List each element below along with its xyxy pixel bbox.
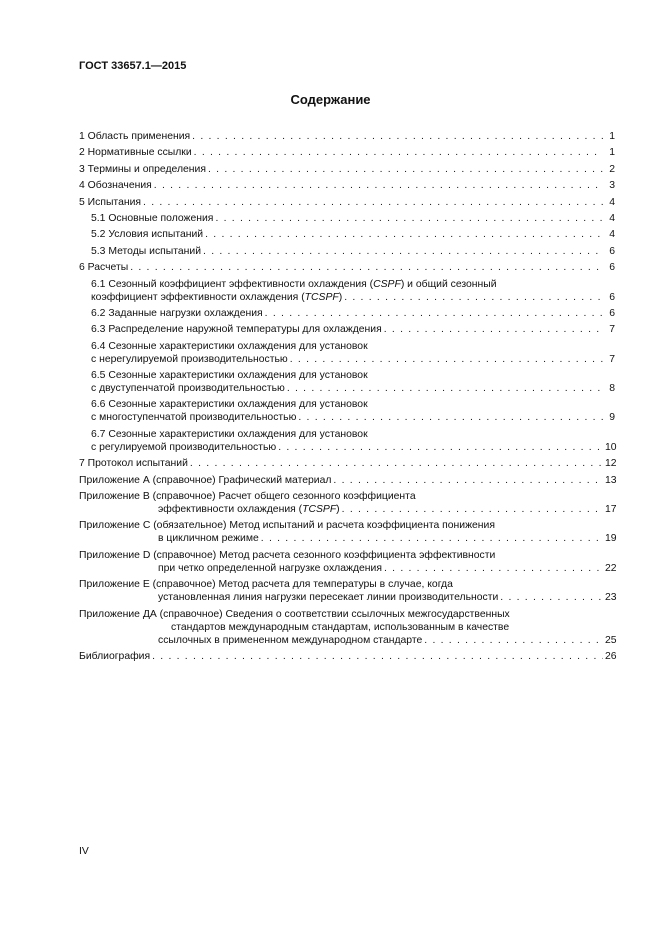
- toc-entry-1[interactable]: 1 Область применения . . . 1: [79, 130, 615, 143]
- toc-entry-7[interactable]: 7 Протокол испытаний . . . 12: [79, 457, 615, 470]
- toc-appendix-c[interactable]: Приложение С (обязательное) Метод испытаний и расчета коэффициента понижения в цикличном режиме . . . 19: [79, 519, 615, 545]
- toc-entry-2[interactable]: 2 Нормативные ссылки . . . 1: [79, 146, 615, 159]
- toc-entry-5-1[interactable]: 5.1 Основные положения . . . 4: [79, 212, 615, 225]
- toc-entry-5-2[interactable]: 5.2 Условия испытаний . . . 4: [79, 228, 615, 241]
- document-code: ГОСТ 33657.1—2015: [79, 60, 187, 72]
- table-of-contents: [79, 130, 615, 666]
- toc-appendix-b[interactable]: Приложение В (справочное) Расчет общего сезонного коэффициента эффективности охлаждения ( TCSPF ) . . . 17: [79, 490, 615, 516]
- toc-entry-6-2[interactable]: 6.2 Заданные нагрузки охлаждения . . . 6: [79, 307, 615, 320]
- page-number: IV: [79, 846, 89, 857]
- toc-entry-6-6[interactable]: 6.6 Сезонные характеристики охлаждения для установок с многоступенчатой производительностью . . . 9: [79, 398, 615, 424]
- toc-entry-5[interactable]: 5 Испытания . . . 4: [79, 196, 615, 209]
- toc-appendix-da[interactable]: Приложение ДА (справочное) Сведения о соответствии ссылочных межгосударственных стандартов международным стандартам, использованным в качестве ссылочных в примененном международном стандарте . . . 25: [79, 608, 615, 647]
- toc-appendix-d[interactable]: Приложение D (справочное) Метод расчета сезонного коэффициента эффективности при четко определенной нагрузке охлаждения . . . 22: [79, 549, 615, 575]
- toc-bibliography[interactable]: Библиография . . . 26: [79, 650, 615, 663]
- toc-entry-6-1[interactable]: 6.1 Сезонный коэффициент эффективности охлаждения ( CSPF ) и общий сезонный коэффициент эффективности охлаждения ( TCSPF ) . . . 6: [79, 278, 615, 304]
- toc-entry-6[interactable]: 6 Расчеты . . . 6: [79, 261, 615, 274]
- page-title: Содержание: [290, 92, 371, 107]
- toc-entry-5-3[interactable]: 5.3 Методы испытаний . . . 6: [79, 245, 615, 258]
- toc-entry-6-7[interactable]: 6.7 Сезонные характеристики охлаждения для установок с регулируемой производительностью . . . 10: [79, 428, 615, 454]
- toc-entry-6-4[interactable]: 6.4 Сезонные характеристики охлаждения для установок с нерегулируемой производительностью . . . 7: [79, 340, 615, 366]
- toc-appendix-a[interactable]: Приложение А (справочное) Графический материал . . . 13: [79, 474, 615, 487]
- toc-entry-6-5[interactable]: 6.5 Сезонные характеристики охлаждения для установок с двуступенчатой производительностью . . . 8: [79, 369, 615, 395]
- toc-entry-6-3[interactable]: 6.3 Распределение наружной температуры для охлаждения . . . 7: [79, 323, 615, 336]
- toc-entry-3[interactable]: 3 Термины и определения . . . 2: [79, 163, 615, 176]
- toc-entry-4[interactable]: 4 Обозначения . . . 3: [79, 179, 615, 192]
- toc-appendix-e[interactable]: Приложение Е (справочное) Метод расчета для температуры в случае, когда установленная линия нагрузки пересекает линии производительности . . . 23: [79, 578, 615, 604]
